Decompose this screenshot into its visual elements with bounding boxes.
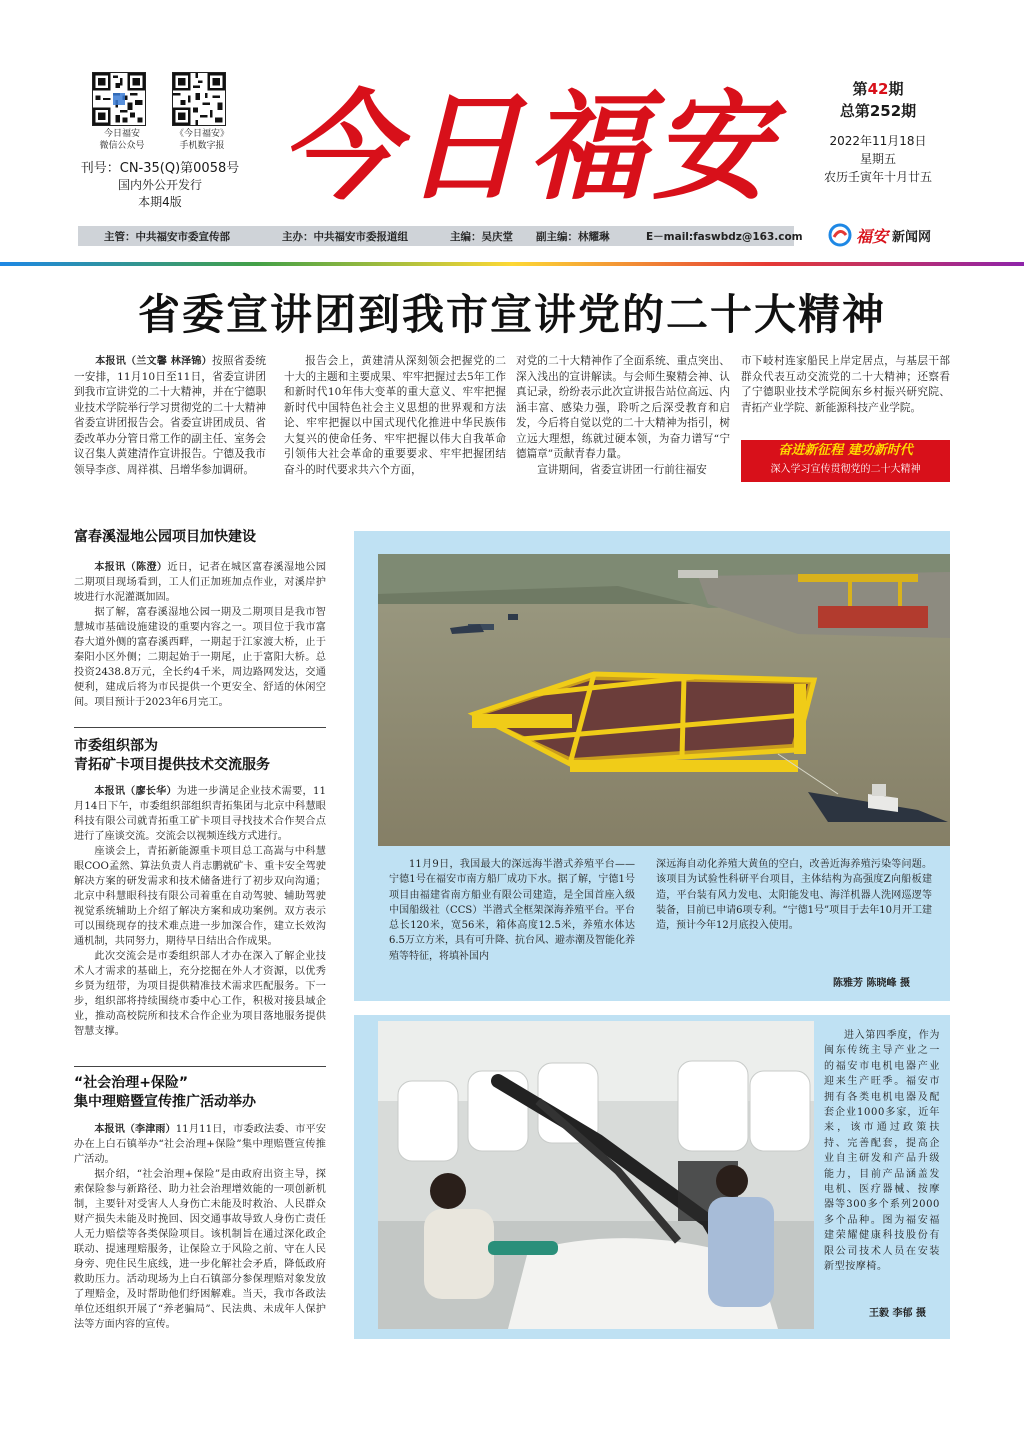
article-title-insurance [74,1074,334,1112]
caption-platform-b: 深远海自动化养殖大黄鱼的空白，改善近海养殖污染等问题。该项目为试验性科研平台项目，主体结构为高强度Z向船板建造，平台装有风力发电、太阳能发电、海洋机器人洗网巡逻等装备，目前已申请6项专利。“宁德1号”项目于去年10月开工建造，预计今年12月底投入使用。 [656,859,932,932]
photo-aquaculture-platform[interactable] [378,554,950,846]
editor-text: 主编：吴庆堂 [450,231,513,243]
lead-text-4: 市下岐村连家船民上岸定居点，与基层干部群众代表互动交流党的二十大精神；还察看了宁德职业技术学院闽东乡村振兴研究院、青拓产业学院、新能源科技产业学院。 [741,355,950,414]
lead-text-1: 按照省委统一安排，11月10日至11日，省委宣讲团到我市宣讲党的二十大精神，并在宁德职业技术学院举行学习贯彻党的二十大精神省委宣讲团报告会。省委宣讲团成员、省委改革办分管日常工作的副主任、室务会议召集人黄建清作宣讲报告。宁德及我市领导李彦、周祥祺、吕增华参加调研。 [74,355,267,476]
caption-platform-a: 11月9日，我国最大的深远海半潜式养殖平台——宁德1号在福安市南方船厂成功下水。据了解，宁德1号项目由福建省南方船业有限公司建造，是全国首座入级中国船级社（CCS）半潜式全框架深海养殖平台。平台总长120米，宽56米，箱体高度12.5米，养殖水体达6.5万立方米，具有可升降、抗台风、避赤潮及智能化养殖等特征，将填补国内 [389,859,635,962]
email-text[interactable]: E－mail:faswbdz@163.com [646,231,803,243]
wetland-p2: 据了解，富春溪湿地公园一期及二期项目是我市智慧城市基础设施建设的重要内容之一。项目位于我市富春大道外侧的富春溪西畔，一期起于江家渡大桥，止于秦阳小区外侧；二期起始于一期尾，止于富阳大桥。总投资2438.8万元，全长约4千米，周边路网发达，交通便利，建成后将为市民提供一个更安全、舒适的休闲空间。项目预计于2023年6月完工。 [74,607,326,708]
lead-headline: 省委宣讲团到我市宣讲党的二十大精神 [137,290,886,339]
article-body-wetland [74,560,326,710]
insurance-title-line1: “社会治理+保险” [74,1075,189,1091]
slogan-sub: 深入学习宣传贯彻党的二十大精神 [770,464,921,475]
insurance-p1: 11月11日，市委政法委、市平安办在上白石镇举办“社会治理+保险”集中理赔暨宣传推广活动。 [74,1124,326,1165]
photo-credit-platform: 陈雅芳 陈晓峰 摄 [833,978,910,989]
divider-1 [74,727,326,728]
lead-text-3: 对党的二十大精神作了全面系统、重点突出、深入浅出的宣讲解读。与会师生聚精会神、认真记录，纷纷表示此次宣讲报告站位高远、内涵丰富、感染力强，聆听之后深受教育和启发，今后将自觉以党的二十大精神为指引，树立远大理想，练就过硬本领，为奋力谱写“宁德篇章”贡献青春力量。 [516,355,730,460]
org-title-line2: 青拓矿卡项目提供技术交流服务 [74,757,270,773]
wetland-byline: 本报讯（陈澄） [94,562,168,573]
deputy-editor-text: 副主编：林耀琳 [536,231,610,243]
issue-weekday: 星期五 [859,152,896,166]
news-site-brand: 福安 [856,226,889,246]
wetland-p1: 近日，记者在城区富春溪湿地公园二期项目现场看到，工人们正加班加点作业，对溪岸护坡进行水泥灌溉加固。 [74,562,327,603]
article-title-wetland: 富春溪湿地公园项目加快建设 [74,529,256,545]
issue-number-value: 42 [867,80,889,98]
wechat-qr-caption: 今日福安 微信公众号 [99,129,145,151]
publication-info [80,160,240,211]
news-site-swirl-icon [828,223,852,247]
digital-paper-qr-caption: 《今日福安》 手机数字报 [174,129,229,151]
lead-text-2: 报告会上，黄建清从深刻领会把握党的二十大的主题和主要成果、牢牢把握过去5年工作和新时代10年伟大变革的重大意义、牢牢把握新时代中国特色社会主义思想的世界观和方法论、牢牢把握以中国式现代化推进中华民族伟大复兴的使命任务、牢牢把握以伟大自我革命引领伟大社会革命的重要要求、牢牢把握团结奋斗的时代要求共六个方面， [284,355,506,476]
article-title-organization [74,737,334,775]
campaign-slogan-banner [741,440,950,482]
lead-byline: 本报讯（兰文馨 林泽锦） [95,356,212,367]
total-issue: 总第252期 [839,102,917,120]
article-body-insurance [74,1122,326,1332]
sponsor-text: 主办：中共福安市委报道组 [282,231,408,243]
issue-info [808,78,948,186]
page-count: 本期4版 [138,195,182,209]
org-p1: 为进一步满足企业技术需要，11月14日下午，市委组织部组织青拓集团与北京中科慧眼科技有限公司就青拓重工矿卡项目寻找技术合作契合点进行了座谈交流。交流会以视频连线方式进行。 [74,786,327,842]
issue-date: 2022年11月18日 [829,134,927,148]
wechat-qr-code[interactable] [92,72,146,126]
org-p2: 座谈会上，青拓新能源重卡项目总工高嵩与中科慧眼COO孟然、算法负责人肖志鹏就矿卡、重卡安全驾驶解决方案的研发需求和技术储备进行了初步双向沟通；北京中科慧眼科技有限公司着重在自动驾驶、辅助驾驶视觉系统辅助上介绍了解决方案和成功案例。双方表示可以围绕现存的技术难点进一步加深合作，建立长效沟通机制，共同努力，期待早日结出合作成果。 [74,846,326,947]
slogan-main: 奋进新征程 建功新时代 [778,443,913,458]
masthead-title: 今日福安 [279,77,777,208]
lead-column-4 [741,354,950,416]
registration-number: 刊号：CN-35(Q)第0058号 [80,161,240,176]
org-title-line1: 市委组织部为 [74,738,158,754]
photo-credit-factory: 王毅 李郁 摄 [869,1308,926,1319]
lead-text-3b: 宣讲期间，省委宣讲团一行前往福安 [537,463,707,476]
masthead-info-bar [78,226,803,246]
insurance-p2: 据介绍，“社会治理+保险”是由政府出资主导，探索保险参与新路径、助力社会治理增效能的一项创新机制，主要针对受害人人身伤亡未能及时救治、人民群众财产损失未能及时挽回、因交通事故导致人身伤亡责任人无力赔偿等各类保险项目。该机制旨在通过深化政企联动、提速理赔服务，让保险立于风险之前、守在人民身旁、兜住民生底线，进一步化解社会矛盾，降低政府救助压力。活动现场为上白石镇部分参保理赔对象发放了理赔金，及时帮助他们纾困解难。当天，我市各政法单位还组织开展了“养老骗局”、民法典、未成年人保护法等方面内容的宣传。 [74,1169,326,1330]
lead-column-2 [284,354,506,478]
divider-2 [74,1066,326,1067]
color-divider [0,262,1024,266]
supervisor-text: 主管：中共福安市委宣传部 [104,231,230,243]
digital-paper-qr-code[interactable] [172,72,226,126]
news-site-logo[interactable] [828,220,958,250]
issue-number: 第42期 [852,80,904,98]
masthead-logo [268,76,788,208]
org-p3: 此次交流会是市委组织部人才办在深入了解企业技术人才需求的基础上，充分挖掘在外人才资源，以优秀乡贤为纽带，为项目提供精准技术需求匹配服务。下一步，组织部将持续围绕市委中心工作，积极对接县域企业，推动高校院所和技术合作企业为项目落地服务提供智慧支撑。 [74,951,326,1037]
insurance-byline: 本报讯（李津雨） [94,1124,176,1135]
issue-lunar-date: 农历壬寅年十月廿五 [823,170,932,184]
org-byline: 本报讯（廖长华） [94,786,177,797]
article-body-organization [74,784,326,1039]
photo-massage-chair-factory[interactable] [378,1021,814,1329]
lead-column-3 [516,354,730,478]
lead-column-1 [74,354,266,478]
news-site-label: 新闻网 [892,229,932,245]
insurance-title-line2: 集中理赔暨宣传推广活动举办 [74,1094,256,1110]
distribution-note: 国内外公开发行 [117,178,202,192]
caption-factory: 进入第四季度，作为闽东传统主导产业之一的福安市电机电器产业迎来生产旺季。福安市拥有各类电机电器及配套企业1000多家，近年来，该市通过政策扶持、完善配套，提高企业自主研发和产品升级能力，目前产品涵盖发电机、医疗器械、按摩器等300多个系列2000多个品种。图为福安福建荣耀健康科技股份有限公司技术人员在安装新型按摩椅。 [824,1030,940,1273]
